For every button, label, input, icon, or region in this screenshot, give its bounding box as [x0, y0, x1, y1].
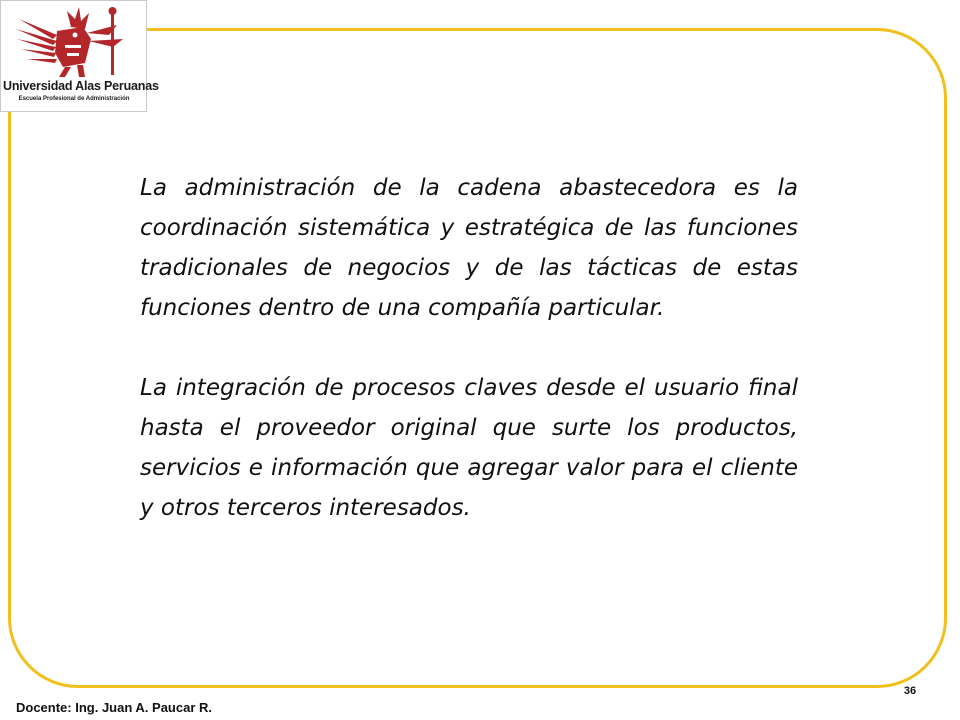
logo-school-name: Escuela Profesional de Administración	[18, 96, 130, 102]
logo-university-name: Universidad Alas Peruanas	[3, 79, 159, 93]
paragraph-definition: La administración de la cadena abastecedora es la coordinación sistemática y estratégica de las funciones tradicionales de negocios y de las tácticas de estas funciones dentro de una compañía particular.	[140, 175, 798, 321]
paragraph-integration: La integración de procesos claves desde el usuario final hasta el proveedor original que surte los productos, servicios e información que agregar valor para el cliente y otros terceros interesados.	[140, 375, 798, 521]
page-number: 36	[903, 685, 917, 697]
slide-body	[140, 168, 798, 528]
footer-instructor: Docente: Ing. Juan A. Paucar R.	[16, 700, 213, 715]
condor-warrior-emblem-icon	[13, 5, 135, 79]
university-logo	[0, 0, 159, 112]
